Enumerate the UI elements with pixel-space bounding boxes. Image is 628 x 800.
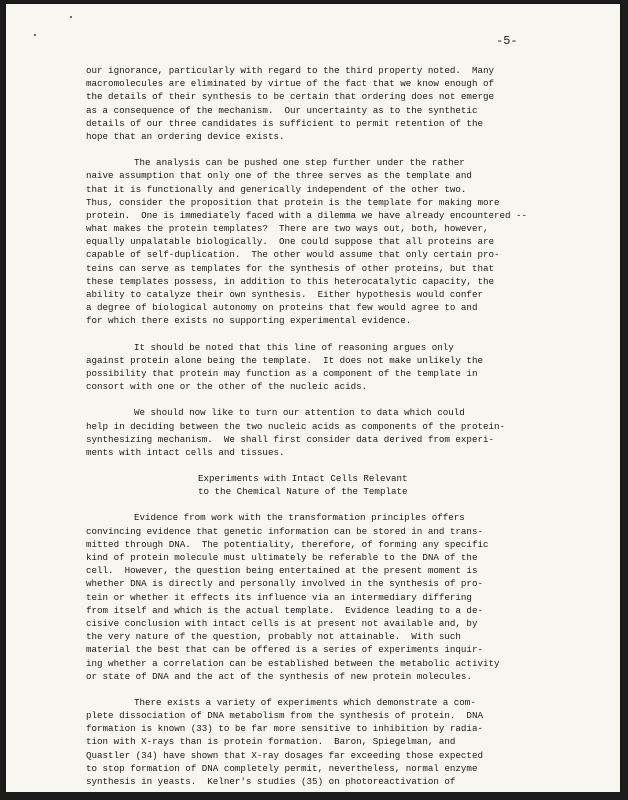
text-line: naive assumption that only one of the three serves as the template and bbox=[86, 170, 472, 182]
text-line: our ignorance, particularly with regard to the third property noted. Many bbox=[86, 65, 494, 76]
text-line: these templates possess, in addition to this heterocatalytic capacity, the bbox=[86, 275, 494, 287]
speck-mark bbox=[34, 34, 36, 36]
text-line: equally unpalatable biologically. One could suppose that all proteins are bbox=[86, 236, 494, 248]
text-line: what makes the protein templates? There are two ways out, both, however, bbox=[86, 223, 489, 235]
text-line: ing whether a correlation can be established between the metabolic activity bbox=[86, 657, 500, 669]
text-line: details of our three candidates is sufficient to permit retention of the bbox=[86, 117, 483, 129]
text-line: from itself and which is the actual template. Evidence leading to a de- bbox=[86, 604, 483, 616]
text-line: There exists a variety of experiments which demonstrate a com- bbox=[134, 696, 476, 708]
text-line: a degree of biological autonomy on proteins that few would agree to and bbox=[86, 302, 478, 314]
text-line: whether DNA is directly and personally involved in the synthesis of pro- bbox=[86, 578, 483, 590]
text-line: tein or whether it effects its influence via an intermediary differing bbox=[86, 591, 472, 603]
text-line: mitted through DNA. The potentiality, therefore, of forming any specific bbox=[86, 538, 489, 550]
text-line: Thus, consider the proposition that protein is the template for making more bbox=[86, 196, 500, 208]
text-line: that it is functionally and generically independent of the other two. bbox=[86, 183, 467, 195]
text-line: Evidence from work with the transformation principles offers bbox=[134, 512, 465, 524]
page-number: -5- bbox=[496, 34, 518, 48]
paragraph-gap bbox=[86, 143, 586, 156]
scan-edge bbox=[0, 792, 628, 800]
text-line: protein. One is immediately faced with a dilemma we have already encountered -- bbox=[86, 209, 528, 221]
text-line: or state of DNA and the act of the synthesis of new protein molecules. bbox=[86, 670, 472, 682]
text-line: It should be noted that this line of reasoning argues only bbox=[134, 341, 454, 353]
text-line: The analysis can be pushed one step further under the rather bbox=[134, 157, 465, 169]
text-line: to stop formation of DNA completely permit, nevertheless, normal enzyme bbox=[86, 762, 478, 774]
text-line: synthesis in yeasts. Kelner's studies (35) on photoreactivation of bbox=[86, 776, 456, 787]
text-line: against protein alone being the template. It does not make unlikely the bbox=[86, 354, 483, 366]
paragraph bbox=[86, 341, 586, 394]
text-line: macromolecules are eliminated by virtue of the fact that we know enough of bbox=[86, 78, 494, 90]
text-line: cell. However, the question being entertained at the present moment is bbox=[86, 565, 478, 577]
text-line: We should now like to turn our attention to data which could bbox=[134, 407, 465, 419]
text-line: convincing evidence that genetic information can be stored in and trans- bbox=[86, 525, 483, 537]
paragraph-gap bbox=[86, 498, 586, 511]
text-line: plete dissociation of DNA metabolism from the synthesis of protein. DNA bbox=[86, 710, 483, 722]
document-body bbox=[86, 64, 586, 788]
text-line: ments with intact cells and tissues. bbox=[86, 446, 285, 458]
paragraph-gap bbox=[86, 683, 586, 696]
paragraph bbox=[86, 156, 586, 327]
paragraph bbox=[86, 406, 586, 459]
paragraph-gap bbox=[86, 393, 586, 406]
text-line: Quastler (34) have shown that X-ray dosages far exceeding those expected bbox=[86, 749, 483, 761]
paragraph bbox=[86, 511, 586, 682]
text-line: to the Chemical Nature of the Template bbox=[198, 486, 408, 498]
text-line: synthesizing mechanism. We shall first consider data derived from experi- bbox=[86, 433, 494, 445]
text-line: kind of protein molecule must ultimately be referable to the DNA of the bbox=[86, 552, 478, 563]
paragraph bbox=[86, 64, 586, 143]
text-line: as a consequence of the mechanism. Our uncertainty as to the synthetic bbox=[86, 104, 478, 116]
text-line: help in deciding between the two nucleic acids as components of the protein- bbox=[86, 420, 506, 432]
text-line: material the best that can be offered is a series of experiments inquir- bbox=[86, 644, 483, 656]
text-line: consort with one or the other of the nucleic acids. bbox=[86, 381, 368, 393]
text-line: tion with X-rays than is protein formation. Baron, Spiegelman, and bbox=[86, 736, 456, 748]
text-line: for which there exists no supporting experimental evidence. bbox=[86, 315, 412, 327]
paragraph-gap bbox=[86, 328, 586, 341]
text-line: cisive conclusion with intact cells is at present not available and, by bbox=[86, 617, 478, 629]
text-line: the very nature of the question, probably not attainable. With such bbox=[86, 631, 461, 643]
text-line: the details of their synthesis to be certain that ordering does not emerge bbox=[86, 91, 494, 103]
text-line: capable of self-duplication. The other would assume that only certain pro- bbox=[86, 249, 500, 261]
text-line: formation is known (33) to be far more sensitive to inhibition by radia- bbox=[86, 723, 483, 735]
text-line: possibility that protein may function as a component of the template in bbox=[86, 367, 478, 379]
text-line: teins can serve as templates for the synthesis of other proteins, but that bbox=[86, 262, 494, 274]
text-line: Experiments with Intact Cells Relevant bbox=[198, 473, 408, 485]
section-heading bbox=[86, 472, 586, 498]
document-page bbox=[6, 4, 620, 792]
paragraph bbox=[86, 696, 586, 788]
speck-mark bbox=[70, 16, 72, 18]
text-line: ability to catalyze their own synthesis. Either hypothesis would confer bbox=[86, 289, 483, 300]
paragraph-gap bbox=[86, 459, 586, 472]
text-line: hope that an ordering device exists. bbox=[86, 130, 285, 142]
